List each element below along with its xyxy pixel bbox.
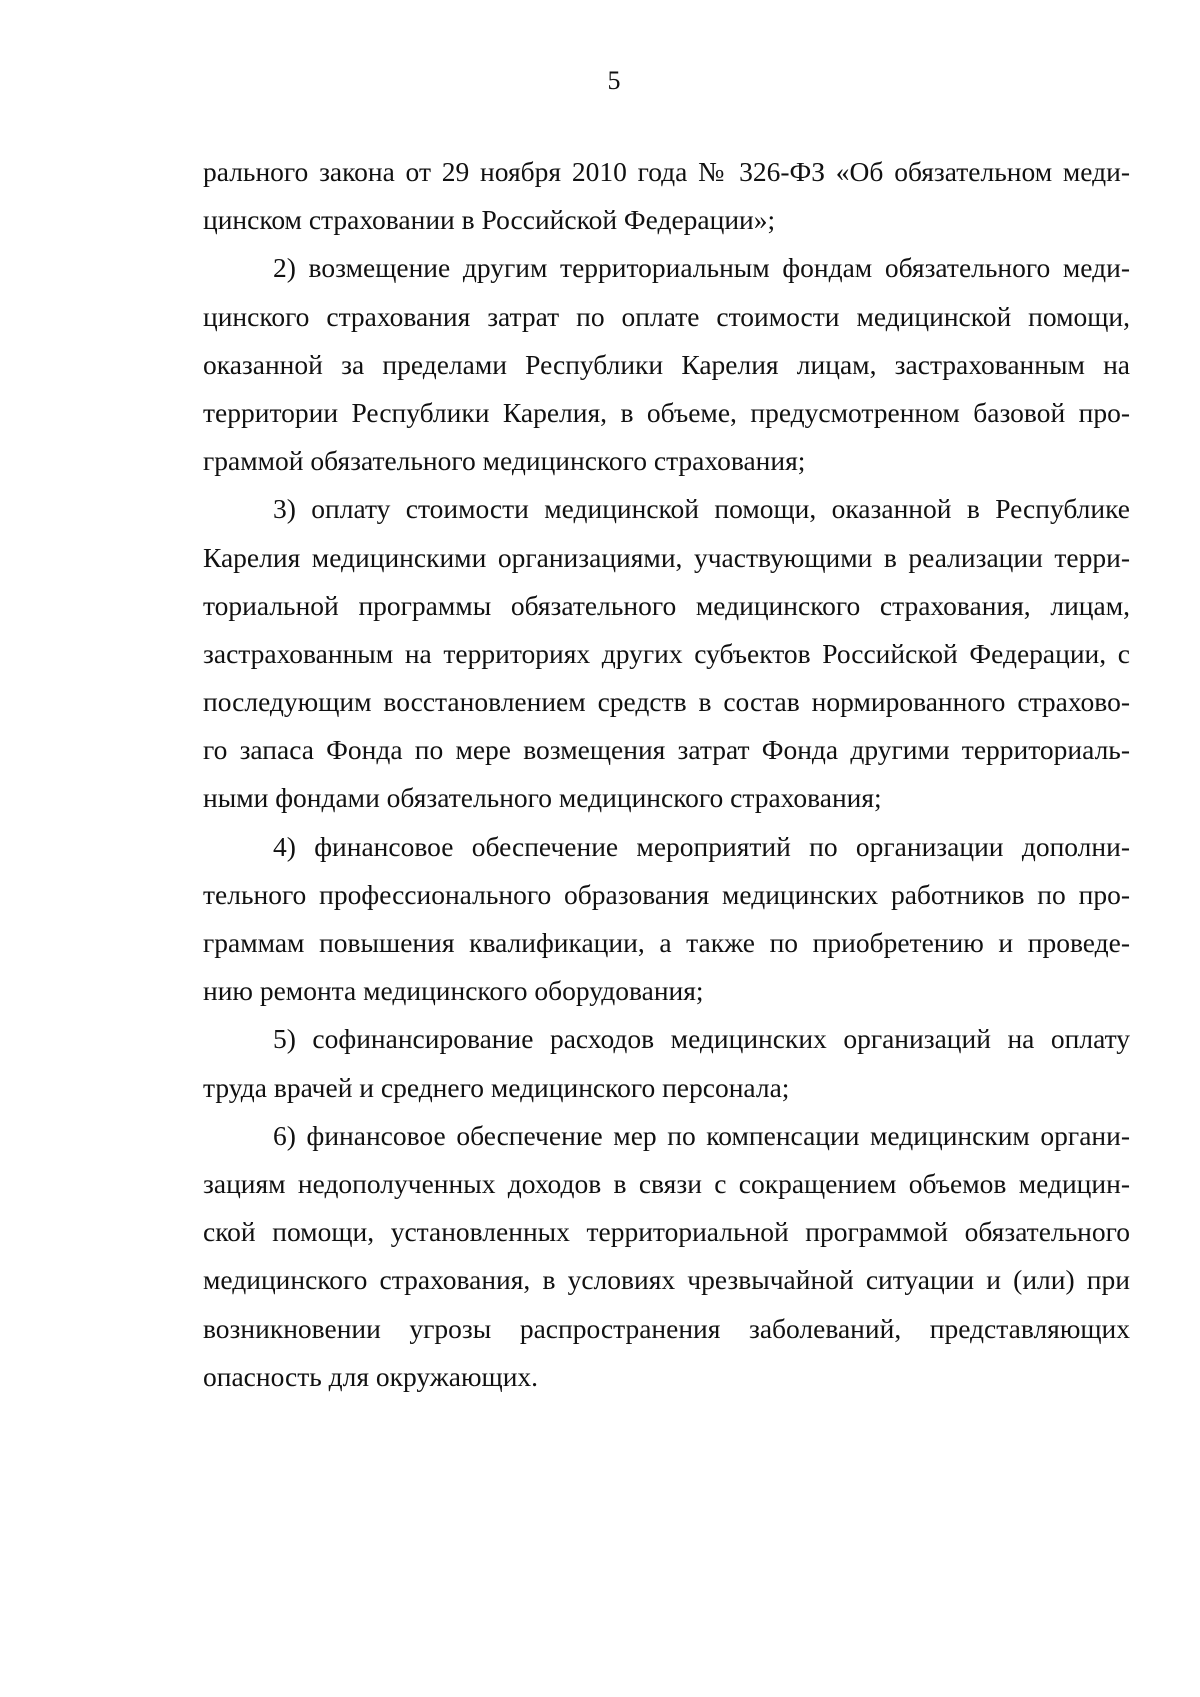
text-line: последующим восстановлением средств в состав нормированного страхово- [203, 686, 1130, 718]
paragraph-item-2 [203, 244, 1130, 485]
text-line: застрахованным на территориях других субъектов Российской Федерации, с [203, 637, 1130, 669]
text-line: ской помощи, установленных территориальной программой обязательного [203, 1216, 1130, 1248]
text-line: рального закона от 29 ноября 2010 года № 326-ФЗ «Об обязательном меди- [203, 156, 1130, 187]
text-line: опасность для окружающих. [203, 1360, 539, 1392]
paragraph-item-4 [203, 823, 1130, 1016]
text-line: зациям недополученных доходов в связи с сокращением объемов медицин- [203, 1167, 1130, 1199]
text-line: ными фондами обязательного медицинского страхования; [203, 782, 882, 814]
paragraph-item-3 [203, 485, 1130, 822]
text-line: ториальной программы обязательного медицинского страхования, лицам, [203, 589, 1130, 621]
paragraph-item-6 [203, 1112, 1130, 1401]
text-line: го запаса Фонда по мере возмещения затрат Фонда другими территориаль- [203, 734, 1130, 766]
text-line: цинском страховании в Российской Федерации»; [203, 204, 776, 236]
text-line: 6) финансовое обеспечение мер по компенсации медицинским органи- [273, 1119, 1130, 1151]
paragraph-item-5 [203, 1015, 1130, 1111]
text-line: 4) финансовое обеспечение мероприятий по организации дополни- [273, 830, 1130, 862]
text-line: территории Республики Карелия, в объеме, предусмотренном базовой про- [203, 396, 1130, 428]
text-line: граммам повышения квалификации, а также по приобретению и проведе- [203, 927, 1130, 958]
text-line: тельного профессионального образования медицинских работников по про- [203, 878, 1130, 910]
text-line: медицинского страхования, в условиях чрезвычайной ситуации и (или) при [203, 1264, 1130, 1296]
text-line: 5) софинансирование расходов медицинских организаций на оплату [273, 1023, 1130, 1055]
page-number: 5 [607, 66, 621, 95]
text-line: 3) оплату стоимости медицинской помощи, оказанной в Республике [273, 493, 1130, 525]
text-line: граммой обязательного медицинского страхования; [203, 445, 806, 477]
text-line: оказанной за пределами Республики Карелия лицам, застрахованным на [203, 348, 1130, 380]
text-line: возникновении угрозы распространения заболеваний, представляющих [203, 1312, 1130, 1344]
paragraph-continuation [203, 148, 1130, 244]
document-body [203, 148, 1130, 1401]
text-line: нию ремонта медицинского оборудования; [203, 975, 704, 1007]
text-line: цинского страхования затрат по оплате стоимости медицинской помощи, [203, 300, 1130, 332]
text-line: 2) возмещение другим территориальным фондам обязательного меди- [273, 252, 1130, 284]
text-line: Карелия медицинскими организациями, участвующими в реализации терри- [203, 541, 1130, 573]
text-line: труда врачей и среднего медицинского персонала; [203, 1071, 790, 1103]
